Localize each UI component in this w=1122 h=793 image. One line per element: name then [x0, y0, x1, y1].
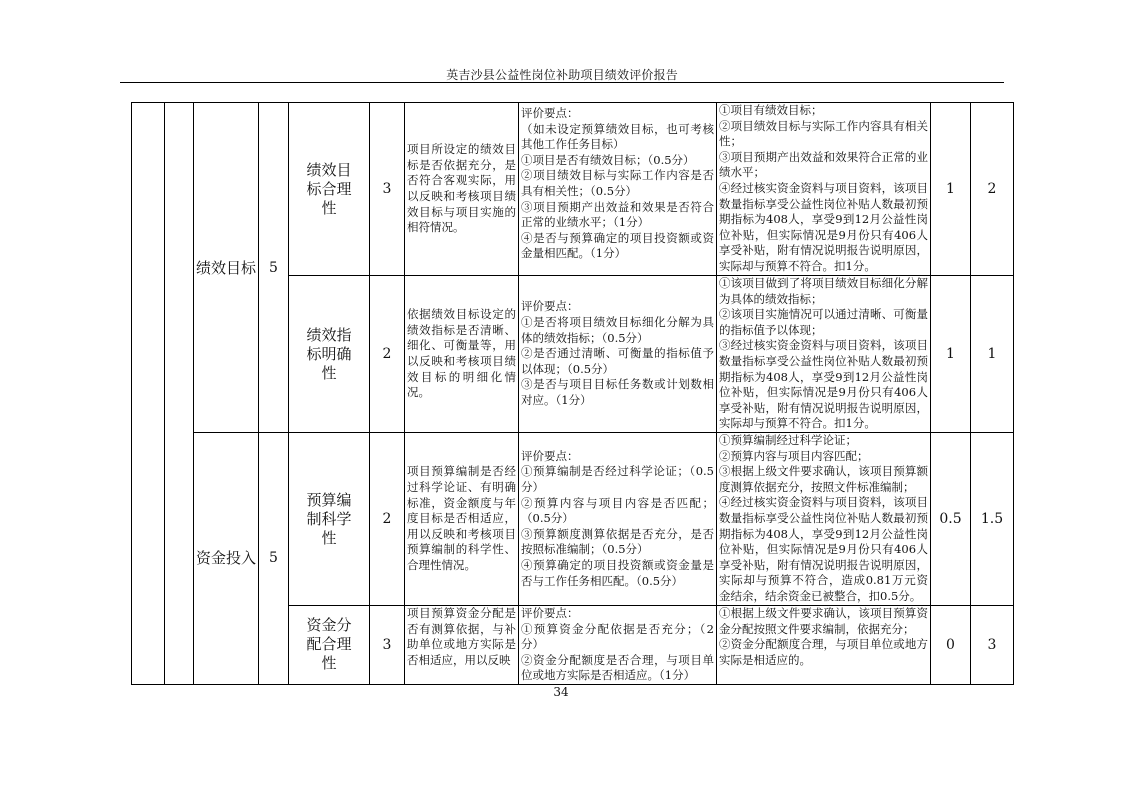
- indicator-description: 依据绩效目标设定的绩效指标是否清晰、细化、可衡量等，用以反映和考核项目绩效目标的明细化情况。: [405, 276, 519, 433]
- indicator-description: 项目预算资金分配是否有测算依据，与补助单位或地方实际是否相适应，用以反映: [405, 606, 519, 685]
- evaluation-points-text: 评价要点： ①预算编制是否经过科学论证；（0.5分） ②预算内容与项目内容是否匹配；（0.5分） ③预算额度测算依据是否充分，是否按照标准编制；（0.5分） ④预算确定的项目投资额或资金量是否与工作任务相匹配。（0.5分）: [521, 448, 714, 588]
- evaluation-result-text: ①项目有绩效目标； ②项目绩效目标与实际工作内容具有相关性； ③项目预期产出效益和效果符合正常的业绩水平； ④经过核实资金资料与项目资料，该项目数量指标享受公益性岗位补贴人数最初预期指标为408人，享受9到12月公益性岗位补贴，但实际情况是9月份只有406人享受补贴，附有情况说明报告说明原因，实际却与预算不符合。扣1分。: [719, 103, 928, 273]
- indicator-description: 项目预算编制是否经过科学论证、有明确标准，资金额度与年度目标是否相适应，用以反映和考核项目预算编制的科学性、合理性情况。: [405, 433, 519, 606]
- level1-cell: [132, 103, 165, 685]
- indicator-weight: 3: [370, 606, 405, 685]
- table-row: [132, 433, 1014, 606]
- header-divider: [120, 82, 1004, 83]
- level2-score: 5: [259, 433, 289, 685]
- deduction: 1.5: [971, 433, 1014, 606]
- evaluation-result: [717, 433, 931, 606]
- evaluation-points: [519, 433, 717, 606]
- report-header-title: 英吉沙县公益性岗位补助项目绩效评价报告: [446, 68, 678, 82]
- level2-score: 5: [259, 103, 289, 433]
- indicator-name-text: 预算编制科学性: [306, 490, 352, 547]
- evaluation-points: [519, 606, 717, 685]
- deduction: 1: [971, 276, 1014, 433]
- evaluation-result-text: ①根据上级文件要求确认，该项目预算资金分配按照文件要求编制，依据充分； ②资金分配额度合理，与项目单位或地方实际是相适应的。: [719, 606, 928, 667]
- indicator-name: [289, 276, 370, 433]
- evaluation-points-text: 评价要点： ①预算资金分配依据是否充分；（2分） ②资金分配额度是否合理，与项目单位或地方实际是否相适应。（1分）: [521, 606, 714, 683]
- level1-sub-cell: [165, 103, 194, 685]
- evaluation-result-text: ①该项目做到了将项目绩效目标细化分解为具体的绩效指标； ②该项目实施情况可以通过清晰、可衡量的指标值予以体现； ③经过核实资金资料与项目资料，该项目数量指标享受公益性岗位补贴人数最初预期指标为408人，享受9到12月公益性岗位补贴，但实际情况是9月份只有406人享受补贴，附有情况说明报告说明原因，实际却与预算不符合。扣1分。: [719, 276, 928, 431]
- deduction: 2: [971, 103, 1014, 276]
- level2-name: 绩效目标: [194, 103, 259, 433]
- score: 0.5: [931, 433, 971, 606]
- score: 1: [931, 103, 971, 276]
- indicator-weight: 3: [370, 103, 405, 276]
- score: 0: [931, 606, 971, 685]
- evaluation-result: [717, 103, 931, 276]
- evaluation-points-text: 评价要点： （如未设定预算绩效目标，也可考核其他工作任务目标） ①项目是否有绩效目标；（0.5分） ②项目绩效目标与实际工作内容是否具有相关性；（0.5分） ③项目预期产出效益和效果是否符合正常的业绩水平；（1分） ④是否与预算确定的项目投资额或资金量相匹配。（1分）: [521, 106, 714, 261]
- score: 1: [931, 276, 971, 433]
- evaluation-points: [519, 103, 717, 276]
- evaluation-table: [131, 102, 1014, 685]
- evaluation-result: [717, 606, 931, 685]
- table-row: [132, 103, 1014, 276]
- indicator-weight: 2: [370, 433, 405, 606]
- evaluation-points: [519, 276, 717, 433]
- level2-name: 资金投入: [194, 433, 259, 685]
- evaluation-result: [717, 276, 931, 433]
- evaluation-result-text: ①预算编制经过科学论证； ②预算内容与项目内容匹配； ③根据上级文件要求确认，该项目预算额度测算依据充分，按照文件标准编制； ④经过核实资金资料与项目资料，该项目数量指标享受公益性岗位补贴人数最初预期指标为408人，享受9到12月公益性岗位补贴，但实际情况是9月份只有406人享受补贴，附有情况说明报告说明原因，实际却与预算不符合，造成0.81万元资金结余，结余资金已被整合，扣0.5分。: [719, 433, 928, 603]
- indicator-name-text: 绩效指标明确性: [306, 325, 352, 382]
- indicator-name-text: 绩效目标合理性: [306, 160, 352, 217]
- indicator-name: [289, 103, 370, 276]
- indicator-description: 项目所设定的绩效目标是否依据充分，是否符合客观实际，用以反映和考核项目绩效目标与项目实施的相符情况。: [405, 103, 519, 276]
- deduction: 3: [971, 606, 1014, 685]
- indicator-name-text: 资金分配合理性: [306, 616, 352, 673]
- evaluation-points-text: 评价要点： ①是否将项目绩效目标细化分解为具体的绩效指标；（0.5分） ②是否通过清晰、可衡量的指标值予以体现；（0.5分） ③是否与项目目标任务数或计划数相对应。（1分）: [521, 299, 714, 407]
- indicator-weight: 2: [370, 276, 405, 433]
- page-number: 34: [553, 685, 569, 699]
- indicator-name: [289, 606, 370, 685]
- indicator-name: [289, 433, 370, 606]
